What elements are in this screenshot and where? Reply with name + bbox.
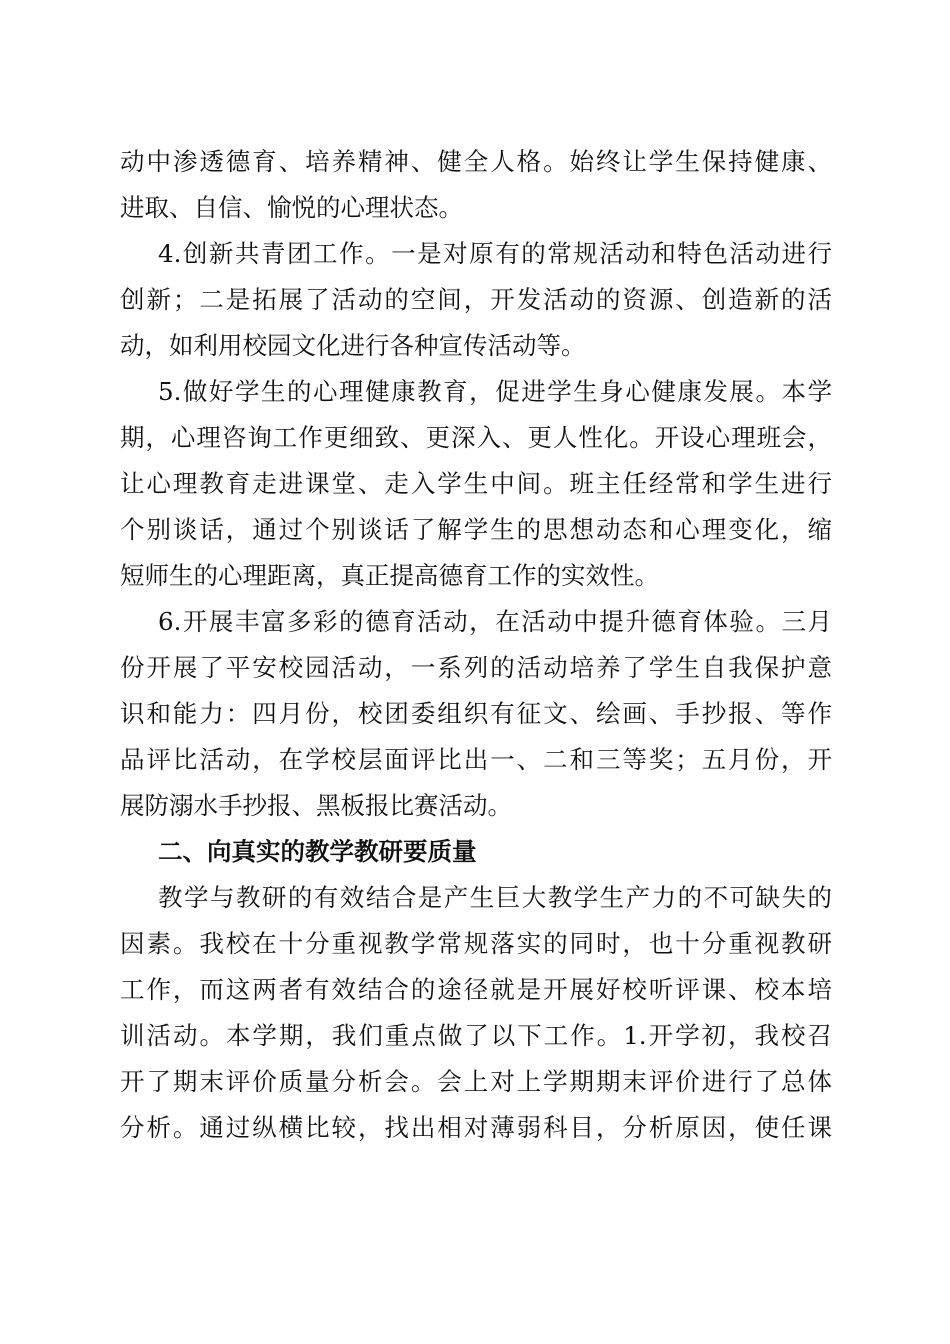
- text-line: 训活动。本学期，我们重点做了以下工作。1.开学初，我校召: [120, 1021, 832, 1050]
- text-line: 期，心理咨询工作更细致、更深入、更人性化。开设心理班会，: [120, 423, 832, 452]
- text-line: 个别谈话，通过个别谈话了解学生的思想动态和心理变化，缩: [120, 515, 832, 544]
- text-line: 6.开展丰富多彩的德育活动，在活动中提升德育体验。三月: [158, 607, 832, 636]
- text-line: 分析。通过纵横比较，找出相对薄弱科目，分析原因，使任课: [120, 1113, 832, 1142]
- text-line: 开了期末评价质量分析会。会上对上学期期末评价进行了总体: [120, 1067, 832, 1096]
- text-line: 份开展了平安校园活动，一系列的活动培养了学生自我保护意: [120, 653, 832, 682]
- text-line: 识和能力：四月份，校团委组织有征文、绘画、手抄报、等作: [120, 699, 832, 728]
- text-line: 5.做好学生的心理健康教育，促进学生身心健康发展。本学: [158, 377, 832, 406]
- text-line: 动，如利用校园文化进行各种宣传活动等。: [120, 331, 586, 360]
- text-line: 创新；二是拓展了活动的空间，开发活动的资源、创造新的活: [120, 285, 832, 314]
- text-line: 工作，而这两者有效结合的途径就是开展好校听评课、校本培: [120, 975, 832, 1004]
- text-line: 展防溺水手抄报、黑板报比赛活动。: [120, 791, 512, 820]
- text-line: 短师生的心理距离，真正提高德育工作的实效性。: [120, 561, 659, 590]
- text-line: 品评比活动，在学校层面评比出一、二和三等奖；五月份，开: [120, 745, 832, 774]
- text-line: 因素。我校在十分重视教学常规落实的同时，也十分重视教研: [120, 929, 832, 958]
- text-line: 教学与教研的有效结合是产生巨大教学生产力的不可缺失的: [158, 883, 832, 912]
- text-line: 让心理教育走进课堂、走入学生中间。班主任经常和学生进行: [120, 469, 832, 498]
- text-line: 动中渗透德育、培养精神、健全人格。始终让学生保持健康、: [120, 147, 832, 176]
- text-line: 进取、自信、愉悦的心理状态。: [120, 193, 463, 222]
- section-heading: 二、向真实的教学教研要质量: [158, 837, 477, 866]
- text-line: 4.创新共青团工作。一是对原有的常规活动和特色活动进行: [158, 239, 832, 268]
